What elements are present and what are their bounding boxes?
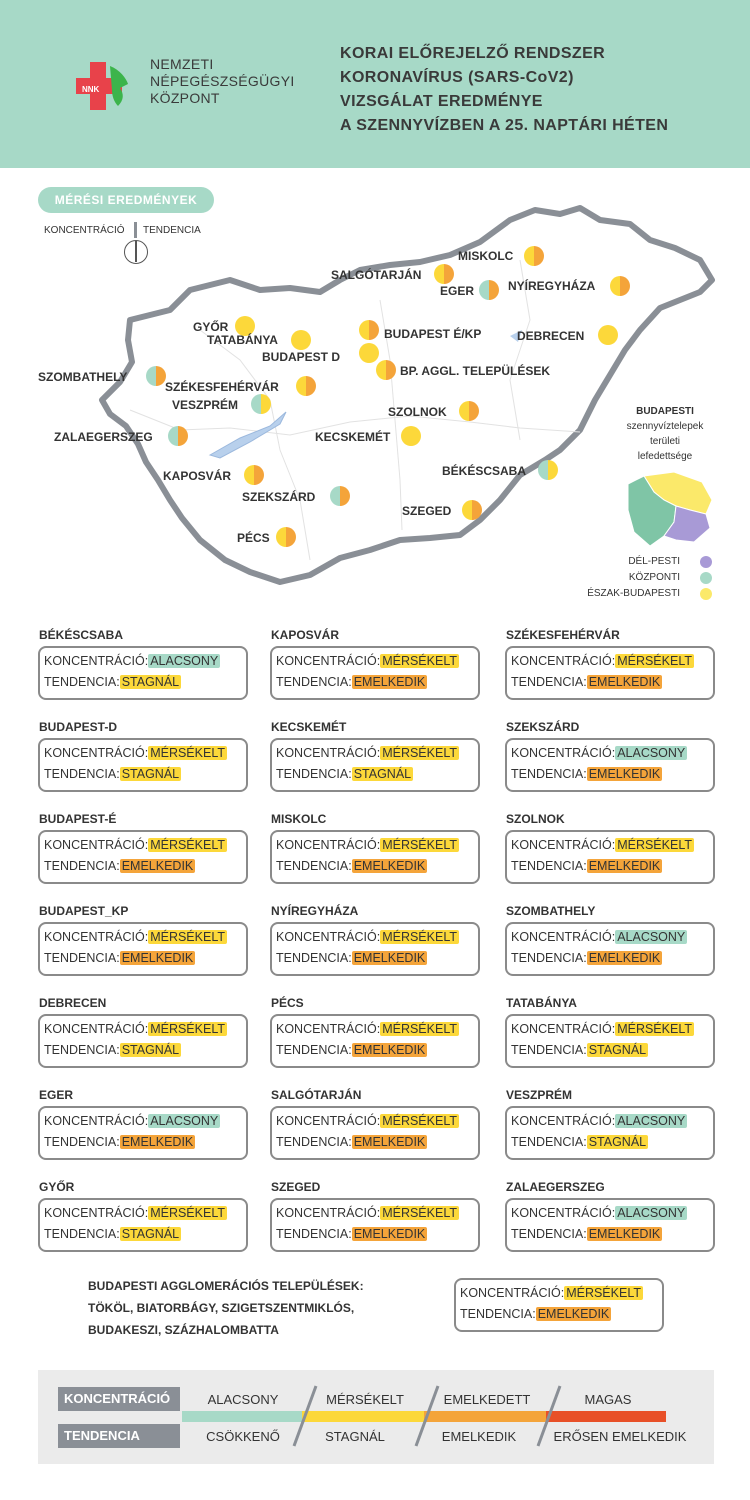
nnk-logo-icon bbox=[76, 62, 136, 112]
result-card bbox=[270, 830, 480, 884]
conc-label: KONCENTRÁCIÓ: bbox=[276, 1022, 381, 1036]
map-dot-szeged bbox=[462, 500, 482, 520]
tend-label: TENDENCIA: bbox=[44, 675, 120, 689]
conc-value: MÉRSÉKELT bbox=[382, 746, 457, 760]
conc-value: ALACSONY bbox=[617, 930, 686, 944]
result-card bbox=[38, 922, 248, 976]
map-label-salgotarjan: SALGÓTARJÁN bbox=[331, 268, 422, 282]
conc-label: KONCENTRÁCIÓ: bbox=[44, 1022, 149, 1036]
tend-value: STAGNÁL bbox=[121, 767, 180, 781]
map-label-budapest-e-kp: BUDAPEST É/KP bbox=[384, 327, 482, 341]
tend-value: EMELKEDIK bbox=[588, 859, 661, 873]
tend-label: TENDENCIA: bbox=[460, 1307, 536, 1321]
card-title: PÉCS bbox=[271, 996, 304, 1010]
bp-legend-del-pesti-dot bbox=[700, 556, 712, 568]
conc-label: KONCENTRÁCIÓ: bbox=[44, 746, 149, 760]
page-title: KORAI ELŐREJELZŐ RENDSZER KORONAVÍRUS (SARS-CoV2) VIZSGÁLAT EREDMÉNYE A SZENNYVÍZBEN A 25. NAPTÁRI HÉTEN bbox=[340, 45, 669, 134]
result-card bbox=[505, 922, 715, 976]
result-card bbox=[505, 830, 715, 884]
card-title: VESZPRÉM bbox=[506, 1088, 573, 1102]
tend-label: TENDENCIA: bbox=[44, 859, 120, 873]
conc-label: KONCENTRÁCIÓ: bbox=[44, 1206, 149, 1220]
map-label-szekesfehervar: SZÉKESFEHÉRVÁR bbox=[165, 380, 279, 394]
map-label-szombathely: SZOMBATHELY bbox=[38, 370, 128, 384]
tend-value: EMELKEDIK bbox=[121, 951, 194, 965]
result-card bbox=[38, 646, 248, 700]
tend-value: EMELKEDIK bbox=[121, 859, 194, 873]
conc-label: KONCENTRÁCIÓ: bbox=[460, 1286, 565, 1300]
card-title: GYŐR bbox=[39, 1180, 75, 1194]
tend-label: TENDENCIA: bbox=[511, 675, 587, 689]
tend-value: EMELKEDIK bbox=[353, 1227, 426, 1241]
tend-value: EMELKEDIK bbox=[353, 1135, 426, 1149]
conc-label: KONCENTRÁCIÓ: bbox=[511, 654, 616, 668]
tend-value: EMELKEDIK bbox=[121, 1135, 194, 1149]
map-label-veszprem: VESZPRÉM bbox=[172, 398, 239, 412]
card-title: BÉKÉSCSABA bbox=[39, 628, 124, 642]
conc-value: MÉRSÉKELT bbox=[150, 838, 225, 852]
conc-label: KONCENTRÁCIÓ: bbox=[276, 1206, 381, 1220]
conc-label: KONCENTRÁCIÓ: bbox=[511, 930, 616, 944]
card-title: SALGÓTARJÁN bbox=[271, 1088, 362, 1102]
bp-legend-kozponti-dot bbox=[700, 572, 712, 584]
org-name: NEMZETI NÉPEGÉSZSÉGÜGYI KÖZPONT bbox=[150, 56, 295, 106]
result-card bbox=[38, 1106, 248, 1160]
legend-trend-label: TENDENCIA bbox=[58, 1424, 180, 1448]
map-dot-nyiregyhaza bbox=[610, 276, 630, 296]
tend-label: TENDENCIA: bbox=[511, 1227, 587, 1241]
conc-value: MÉRSÉKELT bbox=[150, 930, 225, 944]
budapest-districts-map bbox=[624, 470, 716, 548]
bp-legend-kozponti: KÖZPONTI bbox=[628, 572, 680, 583]
map-label-nyiregyhaza: NYÍREGYHÁZA bbox=[508, 279, 596, 293]
tend-value: STAGNÁL bbox=[121, 675, 180, 689]
conc-value: MÉRSÉKELT bbox=[382, 1114, 457, 1128]
tend-value: STAGNÁL bbox=[121, 1227, 180, 1241]
map-dot-tatabanya bbox=[291, 330, 311, 350]
map-label-debrecen: DEBRECEN bbox=[517, 329, 585, 343]
tend-label: TENDENCIA: bbox=[276, 1227, 352, 1241]
conc-value: MÉRSÉKELT bbox=[382, 838, 457, 852]
tend-value: EMELKEDIK bbox=[353, 1043, 426, 1057]
result-card bbox=[505, 1198, 715, 1252]
conc-value: MÉRSÉKELT bbox=[617, 1022, 692, 1036]
conc-label: KONCENTRÁCIÓ: bbox=[511, 1022, 616, 1036]
conc-label: KONCENTRÁCIÓ: bbox=[276, 930, 381, 944]
map-dot-budapest-e-kp bbox=[359, 320, 379, 340]
tend-value: STAGNÁL bbox=[588, 1043, 647, 1057]
tend-label: TENDENCIA: bbox=[276, 859, 352, 873]
tend-label: TENDENCIA: bbox=[511, 1135, 587, 1149]
legend-tend-emelkedik: EMELKEDIK bbox=[441, 1429, 517, 1444]
budapest-coverage-title: BUDAPESTI szennyvíztelepek területi lefedettsége bbox=[626, 406, 704, 462]
result-card bbox=[38, 830, 248, 884]
conc-label: KONCENTRÁCIÓ: bbox=[276, 838, 381, 852]
tend-label: TENDENCIA: bbox=[276, 1135, 352, 1149]
legend-tend-erosen-emelkedik: ERŐSEN EMELKEDIK bbox=[553, 1429, 687, 1444]
legend-concentration-label: KONCENTRÁCIÓ bbox=[58, 1387, 180, 1411]
conc-value: MÉRSÉKELT bbox=[150, 1206, 225, 1220]
legend-bar-green bbox=[182, 1411, 302, 1422]
tend-label: TENDENCIA: bbox=[511, 859, 587, 873]
map-label-bekescsaba: BÉKÉSCSABA bbox=[442, 464, 527, 478]
tend-label: TENDENCIA: bbox=[511, 767, 587, 781]
result-card bbox=[505, 1014, 715, 1068]
map-label-budapest-d: BUDAPEST D bbox=[262, 350, 341, 364]
result-card bbox=[38, 1198, 248, 1252]
legend-tend-stagnal: STAGNÁL bbox=[325, 1429, 385, 1444]
result-card bbox=[270, 922, 480, 976]
tend-value: EMELKEDIK bbox=[353, 675, 426, 689]
card-title: TATABÁNYA bbox=[506, 996, 577, 1010]
map-dot-bp-aggl bbox=[376, 360, 396, 380]
conc-value: MÉRSÉKELT bbox=[617, 838, 692, 852]
tend-value: EMELKEDIK bbox=[353, 859, 426, 873]
tend-label: TENDENCIA: bbox=[511, 951, 587, 965]
conc-label: KONCENTRÁCIÓ: bbox=[276, 654, 381, 668]
map-label-kaposvar: KAPOSVÁR bbox=[163, 469, 232, 483]
conc-value: ALACSONY bbox=[150, 654, 219, 668]
card-title: BUDAPEST_KP bbox=[39, 904, 129, 918]
tend-label: TENDENCIA: bbox=[44, 1043, 120, 1057]
conc-value: ALACSONY bbox=[617, 1206, 686, 1220]
card-title: KECSKEMÉT bbox=[271, 720, 347, 734]
tend-value: STAGNÁL bbox=[588, 1135, 647, 1149]
card-title: SZOMBATHELY bbox=[506, 904, 596, 918]
card-title: KAPOSVÁR bbox=[271, 628, 340, 642]
map-label-szekszard: SZEKSZÁRD bbox=[242, 490, 316, 504]
map-dot-zalaegerszeg bbox=[168, 426, 188, 446]
card-title: BUDAPEST-D bbox=[39, 720, 118, 734]
tend-value: EMELKEDIK bbox=[588, 951, 661, 965]
conc-label: KONCENTRÁCIÓ: bbox=[44, 1114, 149, 1128]
map-dot-miskolc bbox=[524, 246, 544, 266]
map-dot-szekszard bbox=[330, 486, 350, 506]
legend-conc-emelkedett: EMELKEDETT bbox=[443, 1392, 531, 1407]
card-title: SZEKSZÁRD bbox=[506, 720, 580, 734]
conc-value: MÉRSÉKELT bbox=[617, 654, 692, 668]
conc-label: KONCENTRÁCIÓ: bbox=[511, 1206, 616, 1220]
conc-label: KONCENTRÁCIÓ: bbox=[44, 838, 149, 852]
conc-value: MÉRSÉKELT bbox=[566, 1286, 641, 1300]
card-title: SZOLNOK bbox=[506, 812, 565, 826]
card-title: SZEGED bbox=[271, 1180, 321, 1194]
map-label-pecs: PÉCS bbox=[237, 531, 270, 545]
card-title: ZALAEGERSZEG bbox=[506, 1180, 605, 1194]
tend-value: STAGNÁL bbox=[121, 1043, 180, 1057]
tend-label: TENDENCIA: bbox=[276, 767, 352, 781]
agglomeration-text: BUDAPESTI AGGLOMERÁCIÓS TELEPÜLÉSEK: TÖKÖL, BIATORBÁGY, SZIGETSZENTMIKLÓS, BUDAKESZI, SZÁZHALOMBATTA bbox=[88, 1279, 364, 1337]
conc-value: MÉRSÉKELT bbox=[382, 1206, 457, 1220]
agglomeration-card bbox=[454, 1278, 664, 1332]
map-label-miskolc: MISKOLC bbox=[458, 249, 514, 263]
conc-value: ALACSONY bbox=[617, 746, 686, 760]
conc-label: KONCENTRÁCIÓ: bbox=[511, 746, 616, 760]
bp-legend-eszak-budapesti: ÉSZAK-BUDAPESTI bbox=[587, 588, 680, 599]
conc-value: ALACSONY bbox=[617, 1114, 686, 1128]
map-dot-pecs bbox=[276, 527, 296, 547]
card-title: EGER bbox=[39, 1088, 74, 1102]
map-label-szeged: SZEGED bbox=[402, 504, 452, 518]
map-label-bp-aggl: BP. AGGL. TELEPÜLÉSEK bbox=[400, 364, 551, 378]
conc-label: KONCENTRÁCIÓ: bbox=[511, 1114, 616, 1128]
card-title: SZÉKESFEHÉRVÁR bbox=[506, 628, 620, 642]
conc-label: KONCENTRÁCIÓ: bbox=[44, 930, 149, 944]
map-dot-szekesfehervar bbox=[296, 376, 316, 396]
conc-value: MÉRSÉKELT bbox=[382, 930, 457, 944]
result-card bbox=[38, 738, 248, 792]
map-dot-veszprem bbox=[251, 394, 271, 414]
legend-conc-alacsony: ALACSONY bbox=[207, 1392, 279, 1407]
tend-label: TENDENCIA: bbox=[44, 1227, 120, 1241]
map-dot-szombathely bbox=[146, 366, 166, 386]
result-card bbox=[270, 1106, 480, 1160]
map-label-eger: EGER bbox=[440, 284, 475, 298]
conc-value: MÉRSÉKELT bbox=[150, 1022, 225, 1036]
result-card bbox=[505, 646, 715, 700]
result-card bbox=[270, 738, 480, 792]
conc-label: KONCENTRÁCIÓ: bbox=[44, 654, 149, 668]
card-title: BUDAPEST-É bbox=[39, 812, 117, 826]
conc-value: MÉRSÉKELT bbox=[150, 746, 225, 760]
legend-conc-merseklet: MÉRSÉKELT bbox=[326, 1392, 404, 1407]
result-card bbox=[505, 1106, 715, 1160]
tend-value: EMELKEDIK bbox=[537, 1307, 610, 1321]
measurement-results-badge: MÉRÉSI EREDMÉNYEK bbox=[38, 187, 214, 213]
conc-label: KONCENTRÁCIÓ: bbox=[511, 838, 616, 852]
map-label-szolnok: SZOLNOK bbox=[388, 405, 447, 419]
result-card bbox=[270, 646, 480, 700]
tend-value: EMELKEDIK bbox=[588, 675, 661, 689]
map-dot-debrecen bbox=[598, 325, 618, 345]
map-dot-salgotarjan bbox=[434, 264, 454, 284]
bp-legend-eszak-budapesti-dot bbox=[700, 588, 712, 600]
result-card bbox=[270, 1198, 480, 1252]
tend-label: TENDENCIA: bbox=[44, 767, 120, 781]
map-dot-szolnok bbox=[459, 401, 479, 421]
tend-value: STAGNÁL bbox=[353, 767, 412, 781]
conc-label: KONCENTRÁCIÓ: bbox=[276, 746, 381, 760]
key-concentration-label: KONCENTRÁCIÓ bbox=[44, 225, 125, 236]
map-dot-kecskemet bbox=[401, 426, 421, 446]
bp-legend-del-pesti: DÉL-PESTI bbox=[628, 556, 680, 567]
conc-value: ALACSONY bbox=[150, 1114, 219, 1128]
tend-label: TENDENCIA: bbox=[44, 951, 120, 965]
tend-value: EMELKEDIK bbox=[353, 951, 426, 965]
map-label-zalaegerszeg: ZALAEGERSZEG bbox=[54, 430, 153, 444]
tend-label: TENDENCIA: bbox=[44, 1135, 120, 1149]
result-card bbox=[38, 1014, 248, 1068]
map-dot-bekescsaba bbox=[538, 460, 558, 480]
card-title: MISKOLC bbox=[271, 812, 327, 826]
legend-conc-magas: MAGAS bbox=[584, 1392, 632, 1407]
result-card bbox=[270, 1014, 480, 1068]
tend-label: TENDENCIA: bbox=[276, 951, 352, 965]
tend-label: TENDENCIA: bbox=[276, 675, 352, 689]
conc-label: KONCENTRÁCIÓ: bbox=[276, 1114, 381, 1128]
svg-text:NNK: NNK bbox=[82, 85, 100, 94]
legend-tend-csokkeno: CSÖKKENŐ bbox=[206, 1429, 280, 1444]
tend-label: TENDENCIA: bbox=[276, 1043, 352, 1057]
map-dot-eger bbox=[479, 280, 499, 300]
map-label-gyor: GYŐR bbox=[193, 320, 229, 334]
map-label-kecskemet: KECSKEMÉT bbox=[315, 430, 391, 444]
key-trend-label: TENDENCIA bbox=[143, 225, 201, 236]
card-title: NYÍREGYHÁZA bbox=[271, 904, 359, 918]
conc-value: MÉRSÉKELT bbox=[382, 1022, 457, 1036]
result-card bbox=[505, 738, 715, 792]
map-label-tatabanya: TATABÁNYA bbox=[207, 333, 278, 347]
map-dot-budapest-d bbox=[359, 343, 379, 363]
map-dot-kaposvar bbox=[244, 465, 264, 485]
tend-label: TENDENCIA: bbox=[511, 1043, 587, 1057]
tend-value: EMELKEDIK bbox=[588, 1227, 661, 1241]
tend-value: EMELKEDIK bbox=[588, 767, 661, 781]
card-title: DEBRECEN bbox=[39, 996, 107, 1010]
conc-value: MÉRSÉKELT bbox=[382, 654, 457, 668]
